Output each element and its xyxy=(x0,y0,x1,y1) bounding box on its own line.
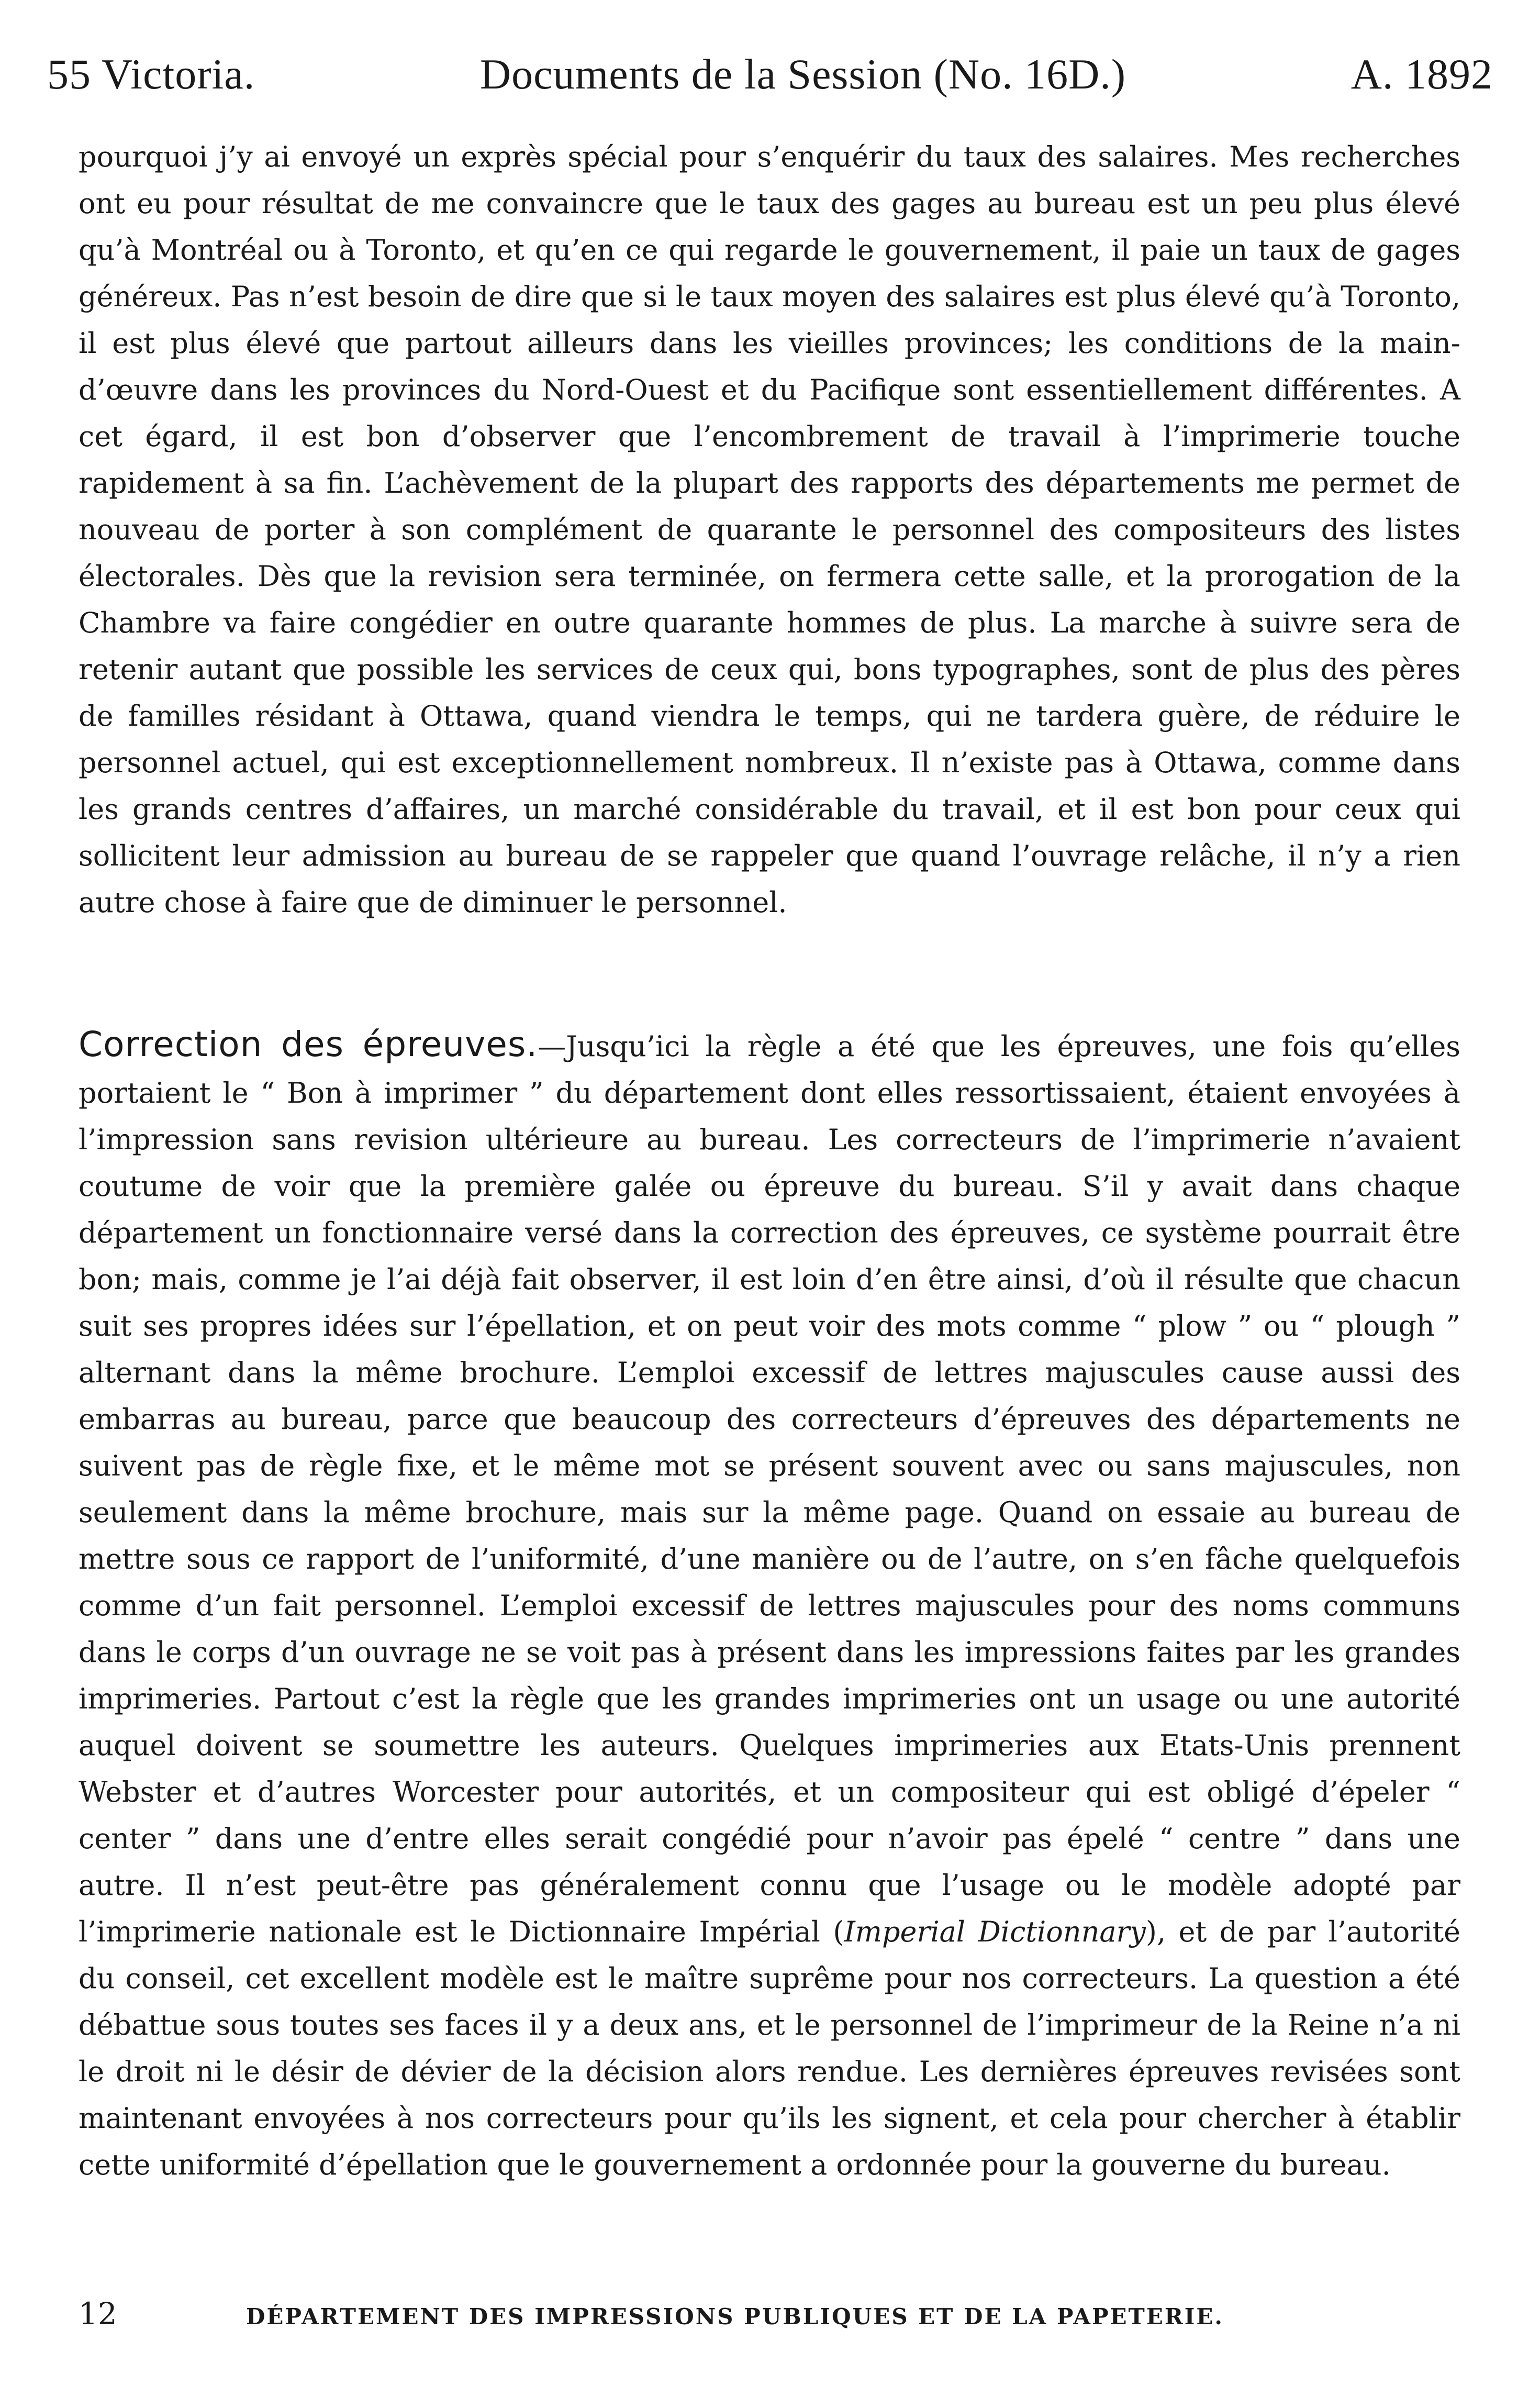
header-title-suffix: D.) xyxy=(1068,50,1126,98)
paragraph-salaries: pourquoi j’y ai envoyé un exprès spécial pour s’enquérir du taux des salaires. Mes recherches ont eu pour résultat de me convaincre que le taux des gages au bureau est un peu plus élevé qu’à Montréal ou à Toronto, et qu’en ce qui regarde le gouvernement, il paie un taux de gages généreux. Pas n’est besoin de dire que si le taux moyen des salaires est plus élevé qu’à Toronto, il est plus élevé que partout ailleurs dans les vieilles provinces; les conditions de la main-d’œuvre dans les provinces du Nord-Ouest et du Pacifique sont essentiellement différentes. A cet égard, il est bon d’observer que l’encombrement de travail à l’imprimerie touche rapidement à sa fin. L’achèvement de la plupart des rapports des départements me permet de nouveau de porter à son complément de quarante le personnel des compositeurs des listes électorales. Dès que la revision sera terminée, on fermera cette salle, et la prorogation de la Chambre va faire congédier en outre quarante hommes de plus. La marche à suivre sera de retenir autant que possible les services de ceux qui, bons typographes, sont de plus des pères de familles résidant à Ottawa, quand viendra le temps, qui ne tardera guère, de réduire le personnel actuel, qui est exceptionnellement nombreux. Il n’existe pas à Ottawa, comme dans les grands centres d’affaires, un marché considérable du travail, et il est bon pour ceux qui sollicitent leur admission au bureau de se rappeler que quand l’ouvrage relâche, il n’y a rien autre chose à faire que de diminuer le personnel. xyxy=(79,140,1460,919)
header-document-title xyxy=(480,50,1126,99)
paragraph-italic-title: Imperial Dictionnary xyxy=(844,1915,1146,1948)
section-heading: Correction des épreuves. xyxy=(79,1024,538,1064)
header-session: 55 Victoria. xyxy=(47,50,255,98)
header-year: A. 1892 xyxy=(1351,50,1493,98)
footer-department: DÉPARTEMENT DES IMPRESSIONS PUBLIQUES ET DE LA PAPETERIE. xyxy=(246,2304,1224,2329)
paragraph-text-part2: ), et de par l’autorité du conseil, cet excellent modèle est le maître suprême pour nos correcteurs. La question a été débattue sous toutes ses faces il y a deux ans, et le personnel de l’imprimeur de la Reine n’a ni le droit ni le désir de dévier de la décision alors rendue. Les dernières épreuves revisées sont maintenant envoyées à nos correcteurs pour qu’ils les signent, et cela pour chercher à établir cette uniformité d’épellation que le gouvernement a ordonnée pour la gouverne du bureau. xyxy=(79,1915,1461,2181)
section-salaries xyxy=(79,134,1460,926)
page-number: 12 xyxy=(79,2296,117,2332)
section-proof-correction xyxy=(79,1021,1460,2188)
header-title-text: Documents de la Session (No. 16 xyxy=(479,50,1069,98)
running-header xyxy=(47,50,1493,113)
paragraph-proof-correction xyxy=(79,1021,1460,2188)
paragraph-text-part1: —Jusqu’ici la règle a été que les épreuves, une fois qu’elles portaient le “ Bon à imprimer ” du département dont elles ressortissaient, étaient envoyées à l’impression sans revision ultérieure au bureau. Les correcteurs de l’imprimerie n’avaient coutume de voir que la première galée ou épreuve du bureau. S’il y avait dans chaque département un fonctionnaire versé dans la correction des épreuves, ce système pourrait être bon; mais, comme je l’ai déjà fait observer, il est loin d’en être ainsi, d’où il résulte que chacun suit ses propres idées sur l’épellation, et on peut voir des mots comme “ plow ” ou “ plough ” alternant dans la même brochure. L’emploi excessif de lettres majuscules cause aussi des embarras au bureau, parce que beaucoup des correcteurs d’épreuves des départements ne suivent pas de règle fixe, et le même mot se présent souvent avec ou sans majuscules, non seulement dans la même brochure, mais sur la même page. Quand on essaie au bureau de mettre sous ce rapport de l’uniformité, d’une manière ou de l’autre, on s’en fâche quelquefois comme d’un fait personnel. L’emploi excessif de lettres majuscules pour des noms communs dans le corps d’un ouvrage ne se voit pas à présent dans les impressions faites par les grandes imprimeries. Partout c’est la règle que les grandes imprimeries ont un usage ou une autorité auquel doivent se soumettre les auteurs. Quelques imprimeries aux Etats-Unis prennent Webster et d’autres Worcester pour autorités, et un compositeur qui est obligé d’épeler “ center ” dans une d’entre elles serait congédié pour n’avoir pas épelé “ centre ” dans une autre. Il n’est peut-être pas généralement connu que l’usage ou le modèle adopté par l’imprimerie nationale est le Dictionnaire Impérial ( xyxy=(79,1030,1461,1948)
page-footer xyxy=(79,2296,1461,2343)
